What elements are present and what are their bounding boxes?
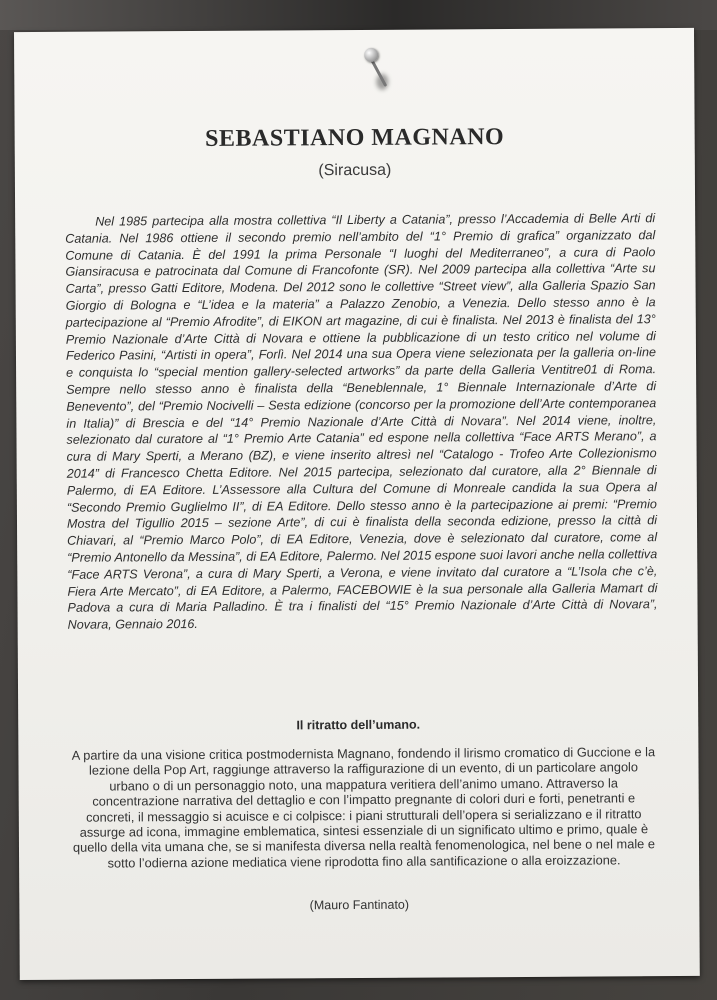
critique-title: Il ritratto dell’umano.	[296, 717, 421, 733]
board-top-edge	[0, 0, 717, 30]
artist-name-title: SEBASTIANO MAGNANO	[205, 124, 505, 152]
critique-paragraph: A partire da una visione critica postmodernista Magnano, fondendo il lirismo cromatico di Guccione e la lezione della Pop Art, raggiunge attraverso la raffigurazione di un evento, di un particolare angolo urbano o di un personaggio noto, una mappatura veritiera dell’animo umano. Attraverso la concentrazione narrativa del dettaglio e con l’impatto pregnante di colori duri e forti, penetranti e concreti, il messaggio si acuisce e ci colpisce: i piani strutturali dell’opera si serializzano e il ritratto assurge ad icona, immagine emblematica, sintesi essenziale di un significato ultimo e primo, quale è quello della vita umana che, se si manifesta diversa nella realtà fenomenologica, nel bene o nel male e sotto l’odierna azione mediatica viene riprodotta fino alla santificazione o alla eroizzazione.	[71, 744, 656, 871]
artist-city-subtitle: (Siracusa)	[318, 161, 392, 180]
biography-paragraph: Nel 1985 partecipa alla mostra collettiva “Il Liberty a Catania”, presso l’Accademia di Belle Arti di Catania. Nel 1986 ottiene il secondo premio nell’ambito del “1° Premio di grafica” organizzato dal Comune di Catania. È del 1991 la prima Personale “I luoghi del Mediterraneo”, a cura di Paolo Giansiracusa e patrocinata dal Comune di Francofonte (SR). Nel 2009 partecipa alla collettiva “Arte su Carta”, presso Gatti Editore, Modena. Del 2012 sono le collettive “Street view”, alla Galleria Spazio San Giorgio di Bologna e “L’idea e la materia” a Palazzo Zenobio, a Venezia. Dello stesso anno è la partecipazione al “Premio Afrodite”, di EIKON art magazine, di cui è finalista. Nel 2013 è finalista del 13° Premio Nazionale d’Arte Città di Novara e ottiene la pubblicazione di un testo critico nel volume di Federico Pasini, “Artisti in opera”, Forlì. Nel 2014 una sua Opera viene selezionata per la galleria on-line e conquista lo “special mention gallery-selected artworks” da parte della Galleria Ventitre01 di Roma. Sempre nello stesso anno è finalista della “Beneblennale, 1° Biennale Internazionale d’Arte di Benevento”, del “Premio Nocivelli – Sesta edizione (concorso per la promozione dell’Arte contemporanea in Italia)” di Brescia e del “14° Premio Nazionale d’Arte Città di Novara”. Nel 2014 viene, inoltre, selezionato dal curatore al “1° Premio Arte Catania” ed espone nella collettiva “Face ARTS Merano”, a cura di Mary Sperti, a Merano (BZ), e viene inserito altresì nel “Catalogo - Trofeo Arte Collezionismo 2014” di Francesco Chetta Editore. Nel 2015 partecipa, selezionato dal curatore, alla 2° Biennale di Palermo, di EA Editore. L’Assessore alla Cultura del Comune di Monreale candida la sua Opera al “Secondo Premio Guglielmo II”, di EA Editore. Dello stesso anno è la partecipazione ai premi: “Premio Mostra del Tigullio 2015 – sezione Arte”, di cui è finalista della seconda edizione, presso la città di Chiavari, al “Premio Marco Polo”, di EA Editore, Venezia, dove è selezionato dal curatore, come al “Premio Antonello da Messina”, di EA Editore, Palermo. Nel 2015 espone suoi lavori anche nella collettiva “Face ARTS Verona”, a cura di Mary Sperti, a Verona, e viene invitato dal curatore a “L’Isola che c’è, Fiera Arte Mercato”, di EA Editore, a Palermo, FACEBOWIE è la sua personale alla Galleria Mamart di Padova a cura di Maria Palladino. È tra i finalisti del “15° Premio Nazionale d’Arte Città di Novara”, Novara, Gennaio 2016.	[65, 211, 658, 632]
paper-sheet	[14, 28, 700, 980]
critique-author: (Mauro Fantinato)	[309, 897, 410, 913]
push-pin-icon	[364, 48, 378, 62]
